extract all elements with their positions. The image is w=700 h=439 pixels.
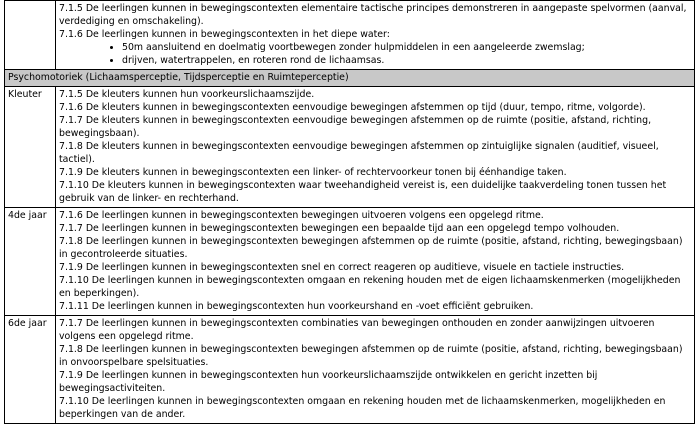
goal-text: 7.1.10 De leerlingen kunnen in bewegingscontexten omgaan en rekening houden met de lichaamskenmerken, mogelijkheden en beperkingen van de ander. [59,396,666,420]
curriculum-table [4,0,695,424]
bullet-list [59,41,691,67]
section-header: Psychomotoriek (Lichaamsperceptie, Tijdsperceptie en Ruimteperceptie) [5,70,695,87]
goal-text: 7.1.6 De leerlingen kunnen in bewegingscontexten bewegingen uitvoeren volgens een opgelegd ritme. [59,210,544,221]
label-cell [5,1,56,70]
table-row [5,316,695,424]
goal-text: 7.1.10 De leerlingen kunnen in bewegingscontexten omgaan en rekening houden met de eigen lichaamskenmerken (mogelijkheden en beperkingen). [59,275,681,299]
bullet-item: • 50m aansluitend en doelmatig voortbewegen zonder hulpmiddelen in een aangeleerde zwemslag; [122,41,691,54]
section-header-row [5,70,695,87]
grade-label: 4de jaar [5,208,56,316]
goal-text: 7.1.9 De leerlingen kunnen in bewegingscontexten snel en correct reageren op auditieve, visuele en tactiele instructies. [59,262,625,273]
goal-text: 7.1.6 De leerlingen kunnen in bewegingscontexten in het diepe water: [59,29,390,40]
goals-cell [56,87,695,208]
goals-cell [56,1,695,70]
goal-text: 7.1.7 De kleuters kunnen in bewegingscontexten eenvoudige bewegingen afstemmen op de ruimte (positie, afstand, richting, bewegingsbaan). [59,115,652,139]
grade-label: 6de jaar [5,316,56,424]
goal-text: 7.1.8 De kleuters kunnen in bewegingscontexten eenvoudige bewegingen afstemmen op zintuiglijke signalen (auditief, visueel, tactiel). [59,141,659,165]
goal-text: 7.1.5 De leerlingen kunnen in bewegingscontexten elementaire tactische principes demonstreren in aangepaste spelvormen (aanval, verdediging en omschakeling). [59,3,687,27]
goal-text: 7.1.11 De leerlingen kunnen in bewegingscontexten hun voorkeurshand en -voet efficiënt gebruiken. [59,301,534,312]
goal-text: 7.1.8 De leerlingen kunnen in bewegingscontexten bewegingen afstemmen op de ruimte (positie, afstand, richting, bewegingsbaan) in onvoorspelbare spelsituaties. [59,344,683,368]
goal-text: 7.1.6 De kleuters kunnen in bewegingscontexten eenvoudige bewegingen afstemmen op tijd (duur, tempo, ritme, volgorde). [59,102,646,113]
goal-text: 7.1.5 De kleuters kunnen hun voorkeurslichaamszijde. [59,89,315,100]
table-row [5,87,695,208]
goal-text: 7.1.8 De leerlingen kunnen in bewegingscontexten bewegingen afstemmen op de ruimte (positie, afstand, richting, bewegingsbaan) in gecontroleerde situaties. [59,236,683,260]
goals-cell [56,208,695,316]
grade-label: Kleuter [5,87,56,208]
table-row [5,1,695,70]
goal-text: 7.1.9 De kleuters kunnen in bewegingscontexten een linker- of rechtervoorkeur tonen bij éénhandige taken. [59,167,567,178]
goals-cell [56,316,695,424]
bullet-item: • drijven, watertrappelen, en roteren rond de lichaamsas. [122,54,691,67]
table-row [5,208,695,316]
goal-text: 7.1.7 De leerlingen kunnen in bewegingscontexten bewegingen een bepaalde tijd aan een opgelegd tempo volhouden. [59,223,620,234]
goal-text: 7.1.7 De leerlingen kunnen in bewegingscontexten combinaties van bewegingen onthouden en zonder aanwijzingen uitvoeren volgens een opgelegd ritme. [59,318,655,342]
goal-text: 7.1.9 De leerlingen kunnen in bewegingscontexten hun voorkeurslichaamszijde ontwikkelen en gericht inzetten bij bewegingsactiviteiten. [59,370,598,394]
goal-text: 7.1.10 De kleuters kunnen in bewegingscontexten waar tweehandigheid vereist is, een duidelijke taakverdeling tonen tussen het gebruik van de linker- en rechterhand. [59,180,667,204]
